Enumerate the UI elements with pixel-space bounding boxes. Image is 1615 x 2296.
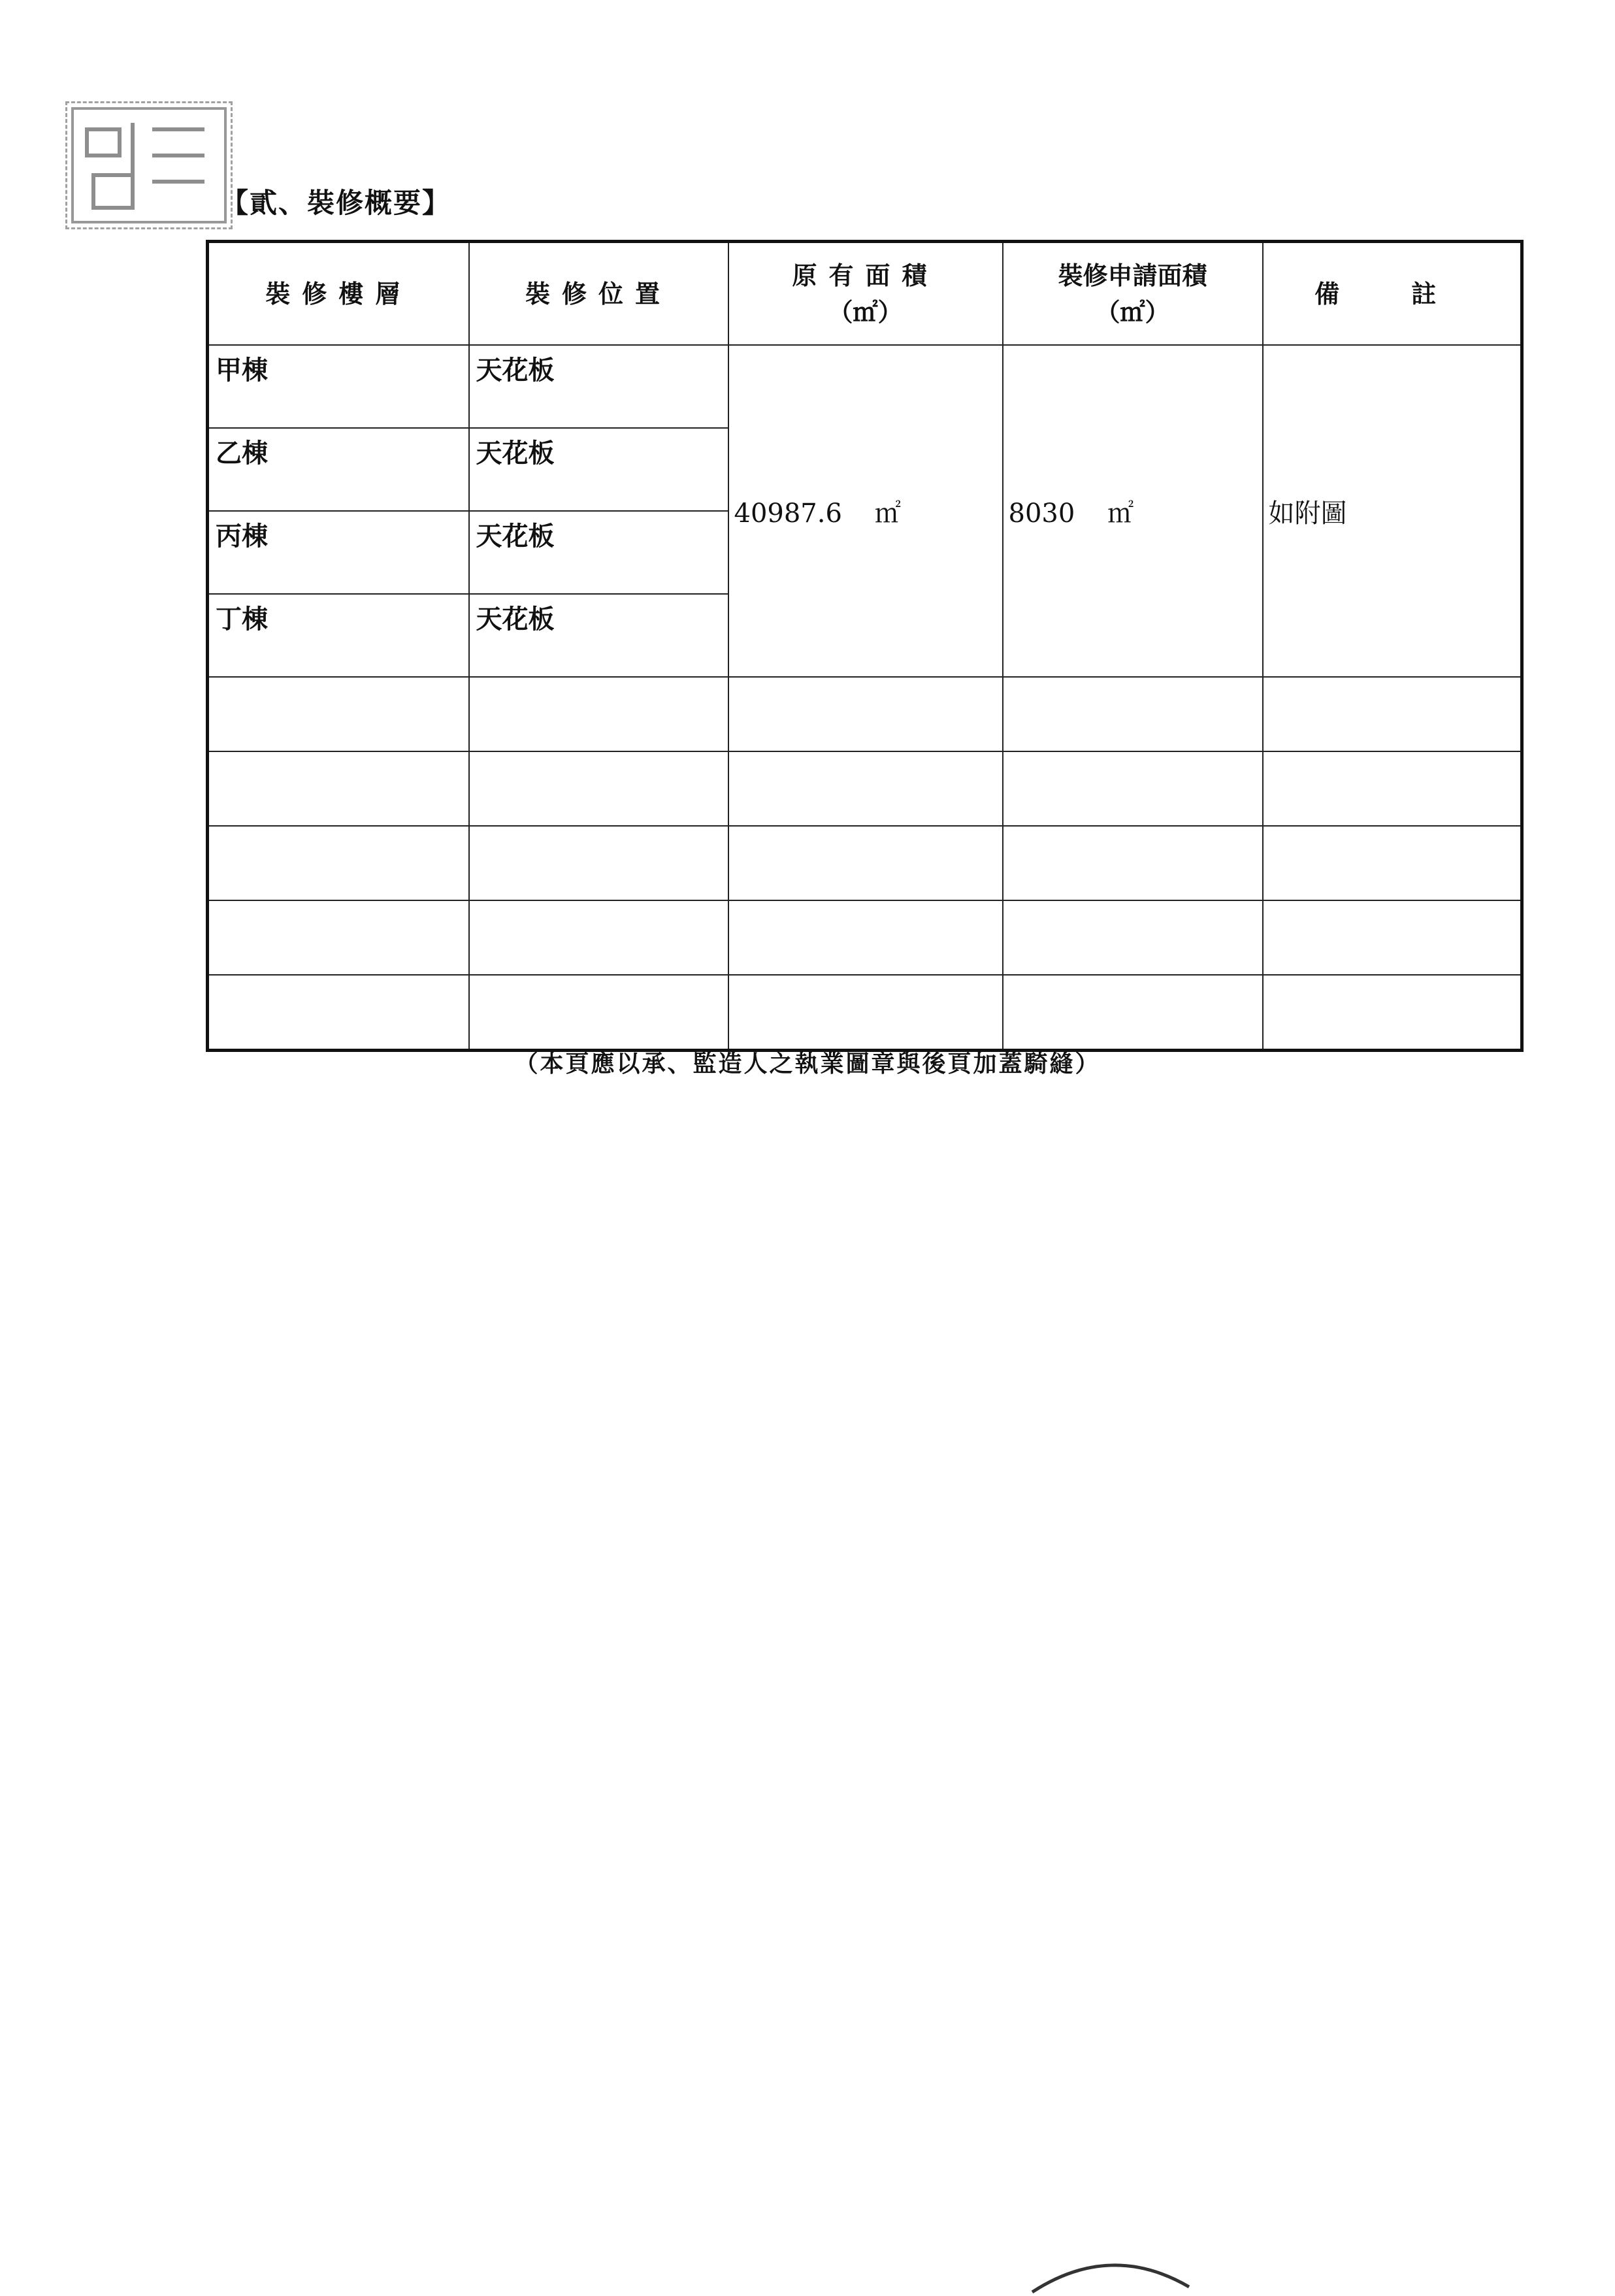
renovation-summary-table: [206, 240, 1524, 1052]
cell-floor: 丙棟: [208, 511, 469, 594]
cell-location: 天花板: [469, 345, 728, 428]
blank-cell: [1003, 975, 1263, 1051]
table-row: [208, 345, 1522, 428]
table-header-row: [208, 242, 1522, 346]
cell-location: 天花板: [469, 428, 728, 511]
seal-stamp-icon: [67, 103, 231, 227]
blank-cell: [1263, 751, 1522, 826]
section-title: 【貳、裝修概要】: [221, 187, 451, 219]
cell-floor: 乙棟: [208, 428, 469, 511]
header-floor: 裝修樓層: [208, 242, 469, 346]
blank-row: [208, 677, 1522, 751]
cell-applied-area-value: 8030 ㎡: [1003, 345, 1263, 677]
blank-cell: [728, 677, 1003, 751]
blank-cell: [1003, 826, 1263, 900]
header-applied-area: 裝修申請面積 （㎡）: [1003, 242, 1263, 346]
blank-cell: [469, 751, 728, 826]
cell-location: 天花板: [469, 594, 728, 677]
blank-cell: [1263, 677, 1522, 751]
cell-location: 天花板: [469, 511, 728, 594]
blank-cell: [469, 826, 728, 900]
blank-row: [208, 975, 1522, 1051]
seal-arc-icon: [1026, 2248, 1196, 2293]
blank-cell: [1003, 751, 1263, 826]
seal-stamp: [65, 101, 233, 229]
blank-cell: [728, 975, 1003, 1051]
blank-cell: [469, 900, 728, 975]
header-original-area: 原有面積 （㎡）: [728, 242, 1003, 346]
blank-cell: [469, 677, 728, 751]
blank-cell: [208, 677, 469, 751]
header-remarks: 備註: [1263, 242, 1522, 346]
cell-floor: 甲棟: [208, 345, 469, 428]
cell-remarks-value: 如附圖: [1263, 345, 1522, 677]
blank-cell: [728, 751, 1003, 826]
blank-cell: [728, 826, 1003, 900]
blank-cell: [208, 900, 469, 975]
footnote: （本頁應以承、監造人之執業圖章與後頁加蓋騎縫）: [514, 1050, 1101, 1077]
blank-row: [208, 751, 1522, 826]
blank-cell: [1003, 900, 1263, 975]
blank-cell: [1263, 826, 1522, 900]
cell-floor: 丁棟: [208, 594, 469, 677]
cell-original-area-value: 40987.6 ㎡: [728, 345, 1003, 677]
blank-row: [208, 826, 1522, 900]
blank-cell: [1263, 975, 1522, 1051]
header-location: 裝修位置: [469, 242, 728, 346]
blank-cell: [208, 826, 469, 900]
blank-row: [208, 900, 1522, 975]
blank-cell: [1003, 677, 1263, 751]
blank-cell: [208, 975, 469, 1051]
blank-cell: [208, 751, 469, 826]
blank-cell: [469, 975, 728, 1051]
blank-cell: [728, 900, 1003, 975]
partial-seal-mark: [1026, 2248, 1196, 2293]
blank-cell: [1263, 900, 1522, 975]
